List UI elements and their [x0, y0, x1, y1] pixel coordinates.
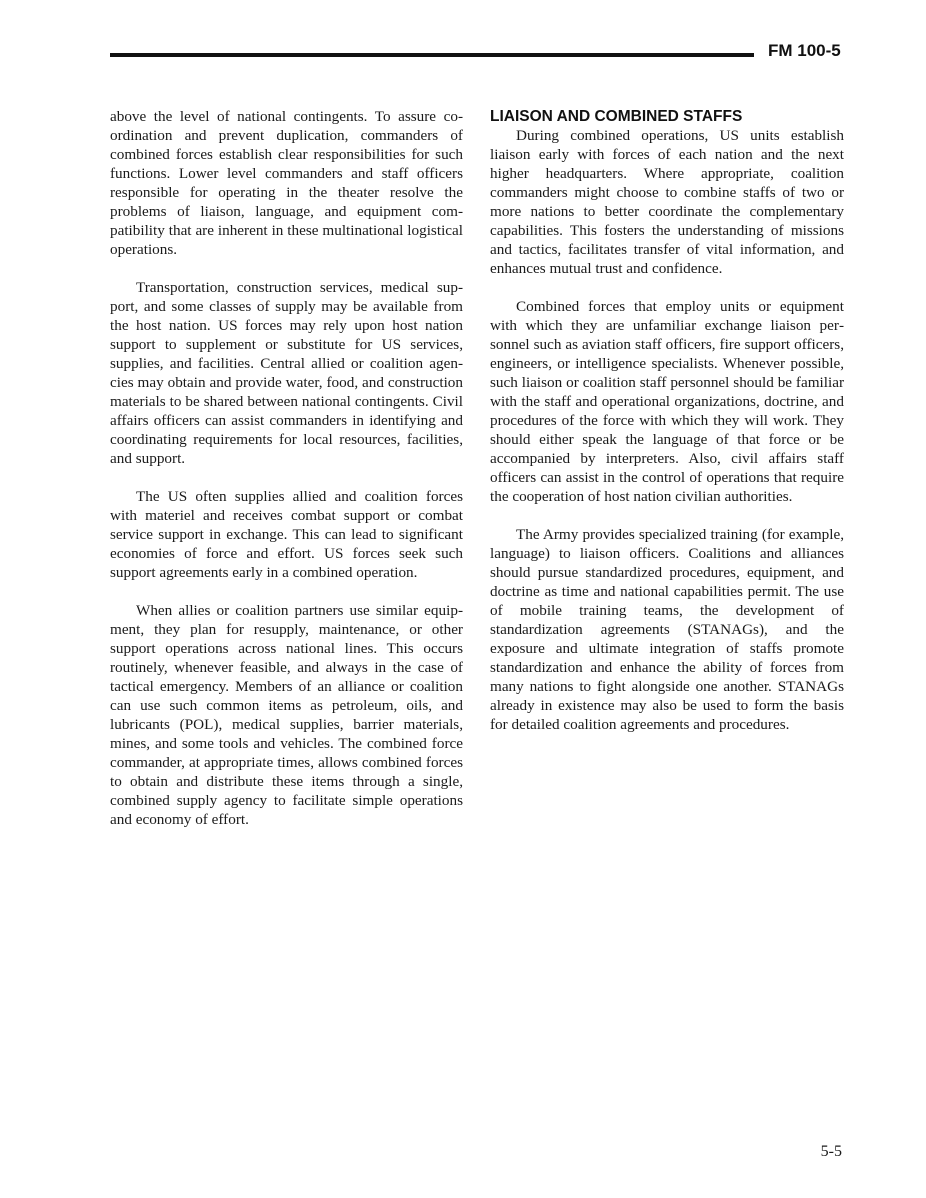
header-rule [110, 53, 754, 57]
paragraph-liaison: During combined operations, US units establish liaison early with forces of each nation and the next higher headquarters. Where appropriate, coalition commanders might choose to combine staffs of two or more nations to better coordinate the complementary capabilities. This fosters the understanding of missions and tactics, facilitates transfer of vital information, and enhances mutual trust and confidence. [490, 127, 844, 277]
right-column [490, 107, 844, 753]
paragraph-liaison-personnel: Combined forces that employ units or equipment with which they are unfamiliar exchange liaison personnel such as aviation staff officers, fire support officers, engineers, or intelligence specialists. Whenever possible, such liaison or coalition staff personnel should be familiar with the staff and operational organizations, doctrine, and procedures of the force with which they will work. They should either speak the language of that force or be accompanied by interpreters. Also, civil affairs staff officers can assist in the control of operations that require the cooperation of host nation civilian authorities. [490, 298, 844, 505]
paragraph-training: The Army provides specialized training (for example, language) to liaison officers. Coalitions and alliances should pursue standardized procedures, equipment, and doctrine as time and national capabilities permit. The use of mobile training teams, the development of standardization agreements (STANAGs), and the exposure and ultimate integration of staffs promote standardization and enhance the ability of forces from many nations to fight alongside one another. STANAGs already in existence may also be used to form the basis for detailed coalition agreements and procedures. [490, 526, 844, 733]
section-heading: LIAISON AND COMBINED STAFFS [490, 108, 743, 125]
paragraph-coordination: above the level of national contingents. To assure coordination and prevent duplication, commanders of combined forces establish clear responsibilities for such functions. Lower level commanders and staff officers responsible for operating in the theater resolve the problems of liaison, language, and equipment compatibility that are inherent in these multinational logistical operations. [110, 108, 463, 258]
paragraph-host-nation-support: Transportation, construction services, medical support, and some classes of supply may be available from the host nation. US forces may rely upon host nation support to supplement or substitute for US services, supplies, and facilities. Central allied or coalition agencies may obtain and provide water, food, and construction materials to be shared between national contingents. Civil affairs officers can assist commanders in identifying and coordinating requirements for local resources, facilities, and support. [110, 279, 463, 467]
left-column [110, 107, 463, 848]
page-number: 5-5 [820, 1143, 842, 1160]
paragraph-similar-equipment: When allies or coalition partners use similar equipment, they plan for resupply, maintenance, or other support operations across national lines. This occurs routinely, whenever feasible, and always in the case of tactical emergency. Members of an alliance or coalition can use such common items as petroleum, oils, and lubricants (POL), medical supplies, barrier materials, mines, and some tools and vehicles. The combined force commander, at appropriate times, allows combined forces to obtain and distribute these items through a single, combined supply agency to facilitate simple operations and economy of effort. [110, 602, 463, 828]
paragraph-us-supplies: The US often supplies allied and coalition forces with materiel and receives combat support or combat service support in exchange. This can lead to significant economies of force and effort. US forces seek such support agreements early in a combined operation. [110, 488, 463, 581]
document-id: FM 100-5 [768, 41, 841, 60]
